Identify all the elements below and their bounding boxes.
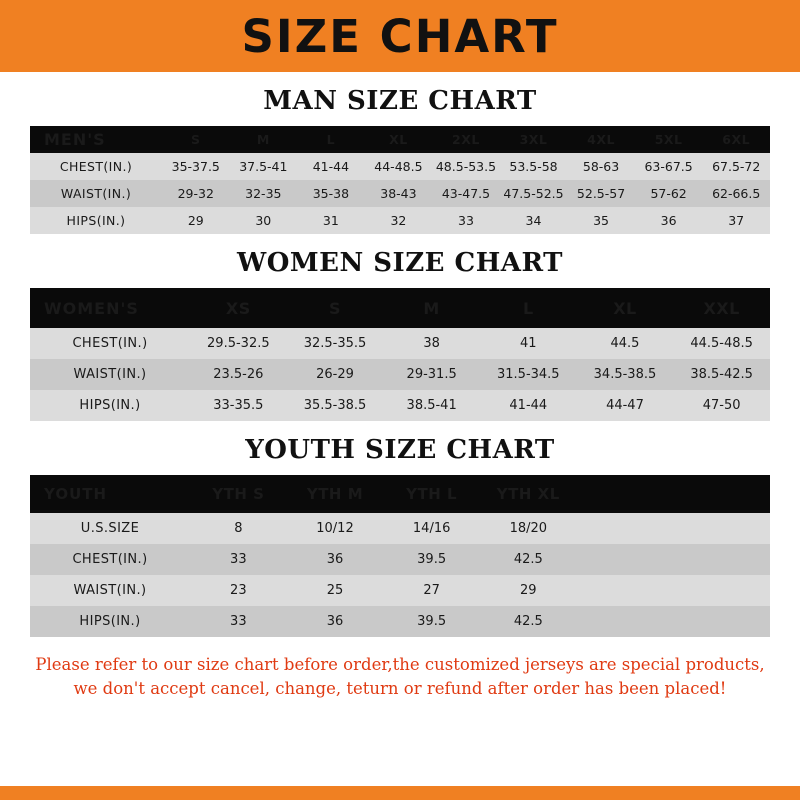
table-row	[30, 544, 770, 575]
men-cell-2-6: 35	[567, 207, 635, 234]
youth-col-4	[577, 475, 674, 513]
women-table-header	[30, 288, 770, 328]
women-cell-1-2: 29-31.5	[383, 359, 480, 390]
men-cell-1-4: 43-47.5	[432, 180, 500, 207]
youth-cell-1-0: 33	[190, 544, 287, 575]
youth-cell-2-3: 29	[480, 575, 577, 606]
youth-cell-0-3: 18/20	[480, 513, 577, 544]
men-col-4: 2XL	[432, 126, 500, 153]
women-cell-0-2: 38	[383, 328, 480, 359]
men-cell-2-5: 34	[500, 207, 568, 234]
table-row	[30, 606, 770, 637]
men-cell-0-5: 53.5-58	[500, 153, 568, 180]
youth-cell-2-2: 27	[383, 575, 480, 606]
youth-cell-0-1: 10/12	[287, 513, 384, 544]
youth-cell-3-5	[673, 606, 770, 637]
men-row-label-0: CHEST(IN.)	[30, 153, 162, 180]
men-table-body	[30, 153, 770, 234]
table-header-row	[30, 126, 770, 153]
men-row-label-1: WAIST(IN.)	[30, 180, 162, 207]
youth-row-label-1: CHEST(IN.)	[30, 544, 190, 575]
men-cell-1-0: 29-32	[162, 180, 230, 207]
table-row	[30, 153, 770, 180]
table-row	[30, 575, 770, 606]
youth-row-label-0: U.S.SIZE	[30, 513, 190, 544]
men-col-8: 6XL	[702, 126, 770, 153]
men-col-7: 5XL	[635, 126, 703, 153]
men-cell-0-6: 58-63	[567, 153, 635, 180]
men-cell-1-1: 32-35	[230, 180, 298, 207]
table-row	[30, 328, 770, 359]
bottom-accent-band	[0, 786, 800, 800]
youth-cell-3-0: 33	[190, 606, 287, 637]
women-col-3: L	[480, 288, 577, 328]
youth-cell-0-5	[673, 513, 770, 544]
youth-cell-3-2: 39.5	[383, 606, 480, 637]
men-cell-0-1: 37.5-41	[230, 153, 298, 180]
youth-table-body	[30, 513, 770, 637]
footer-note	[0, 653, 800, 701]
section-title-women: WOMEN SIZE CHART	[237, 248, 563, 278]
women-cell-2-1: 35.5-38.5	[287, 390, 384, 421]
women-corner-header: WOMEN'S	[30, 288, 190, 328]
men-cell-0-8: 67.5-72	[702, 153, 770, 180]
table-header-row	[30, 288, 770, 328]
men-col-1: M	[230, 126, 298, 153]
men-col-5: 3XL	[500, 126, 568, 153]
section-men	[0, 86, 800, 234]
youth-cell-1-1: 36	[287, 544, 384, 575]
men-cell-0-3: 44-48.5	[365, 153, 433, 180]
youth-size-table	[30, 475, 770, 637]
youth-cell-2-1: 25	[287, 575, 384, 606]
section-title-men: MAN SIZE CHART	[263, 86, 537, 116]
youth-cell-0-0: 8	[190, 513, 287, 544]
women-cell-0-3: 41	[480, 328, 577, 359]
women-cell-2-0: 33-35.5	[190, 390, 287, 421]
section-youth	[0, 435, 800, 637]
table-row	[30, 513, 770, 544]
youth-corner-header: YOUTH	[30, 475, 190, 513]
men-size-table	[30, 126, 770, 234]
youth-cell-2-4	[577, 575, 674, 606]
women-col-0: XS	[190, 288, 287, 328]
men-corner-header: MEN'S	[30, 126, 162, 153]
table-row	[30, 390, 770, 421]
men-cell-2-0: 29	[162, 207, 230, 234]
youth-cell-3-1: 36	[287, 606, 384, 637]
women-cell-0-4: 44.5	[577, 328, 674, 359]
men-cell-2-4: 33	[432, 207, 500, 234]
youth-cell-0-4	[577, 513, 674, 544]
table-row	[30, 180, 770, 207]
men-cell-1-3: 38-43	[365, 180, 433, 207]
men-cell-2-8: 37	[702, 207, 770, 234]
section-title-youth: YOUTH SIZE CHART	[245, 435, 555, 465]
women-row-label-1: WAIST(IN.)	[30, 359, 190, 390]
men-cell-0-7: 63-67.5	[635, 153, 703, 180]
women-col-2: M	[383, 288, 480, 328]
youth-col-1: YTH M	[287, 475, 384, 513]
women-size-table	[30, 288, 770, 421]
men-cell-0-2: 41-44	[297, 153, 365, 180]
header-band	[0, 0, 800, 72]
women-cell-1-4: 34.5-38.5	[577, 359, 674, 390]
youth-col-2: YTH L	[383, 475, 480, 513]
men-cell-2-7: 36	[635, 207, 703, 234]
women-cell-0-5: 44.5-48.5	[673, 328, 770, 359]
men-col-0: S	[162, 126, 230, 153]
men-cell-0-0: 35-37.5	[162, 153, 230, 180]
table-header-row	[30, 475, 770, 513]
women-cell-2-4: 44-47	[577, 390, 674, 421]
men-cell-2-1: 30	[230, 207, 298, 234]
footer-note-line-2: we don't accept cancel, change, teturn or refund after order has been placed!	[73, 678, 727, 698]
men-row-label-2: HIPS(IN.)	[30, 207, 162, 234]
table-row	[30, 359, 770, 390]
section-women	[0, 248, 800, 421]
youth-table-header	[30, 475, 770, 513]
youth-cell-2-5	[673, 575, 770, 606]
youth-cell-1-4	[577, 544, 674, 575]
women-col-4: XL	[577, 288, 674, 328]
youth-col-3: YTH XL	[480, 475, 577, 513]
men-cell-1-2: 35-38	[297, 180, 365, 207]
youth-cell-3-3: 42.5	[480, 606, 577, 637]
page-title: SIZE CHART	[241, 9, 559, 63]
youth-cell-3-4	[577, 606, 674, 637]
women-cell-2-3: 41-44	[480, 390, 577, 421]
youth-cell-1-2: 39.5	[383, 544, 480, 575]
women-cell-1-1: 26-29	[287, 359, 384, 390]
women-cell-2-2: 38.5-41	[383, 390, 480, 421]
women-cell-1-0: 23.5-26	[190, 359, 287, 390]
women-row-label-0: CHEST(IN.)	[30, 328, 190, 359]
men-col-6: 4XL	[567, 126, 635, 153]
youth-col-5	[673, 475, 770, 513]
youth-row-label-3: HIPS(IN.)	[30, 606, 190, 637]
women-row-label-2: HIPS(IN.)	[30, 390, 190, 421]
men-cell-2-3: 32	[365, 207, 433, 234]
men-cell-1-8: 62-66.5	[702, 180, 770, 207]
men-cell-2-2: 31	[297, 207, 365, 234]
women-col-5: XXL	[673, 288, 770, 328]
men-cell-0-4: 48.5-53.5	[432, 153, 500, 180]
youth-row-label-2: WAIST(IN.)	[30, 575, 190, 606]
women-cell-1-5: 38.5-42.5	[673, 359, 770, 390]
men-cell-1-6: 52.5-57	[567, 180, 635, 207]
youth-cell-1-5	[673, 544, 770, 575]
women-cell-0-1: 32.5-35.5	[287, 328, 384, 359]
women-col-1: S	[287, 288, 384, 328]
youth-col-0: YTH S	[190, 475, 287, 513]
men-col-2: L	[297, 126, 365, 153]
youth-cell-2-0: 23	[190, 575, 287, 606]
women-table-body	[30, 328, 770, 421]
women-cell-1-3: 31.5-34.5	[480, 359, 577, 390]
men-table-header	[30, 126, 770, 153]
youth-cell-1-3: 42.5	[480, 544, 577, 575]
footer-note-line-1: Please refer to our size chart before order,the customized jerseys are special products,	[35, 655, 765, 674]
women-cell-2-5: 47-50	[673, 390, 770, 421]
men-col-3: XL	[365, 126, 433, 153]
men-cell-1-5: 47.5-52.5	[500, 180, 568, 207]
table-row	[30, 207, 770, 234]
women-cell-0-0: 29.5-32.5	[190, 328, 287, 359]
men-cell-1-7: 57-62	[635, 180, 703, 207]
youth-cell-0-2: 14/16	[383, 513, 480, 544]
